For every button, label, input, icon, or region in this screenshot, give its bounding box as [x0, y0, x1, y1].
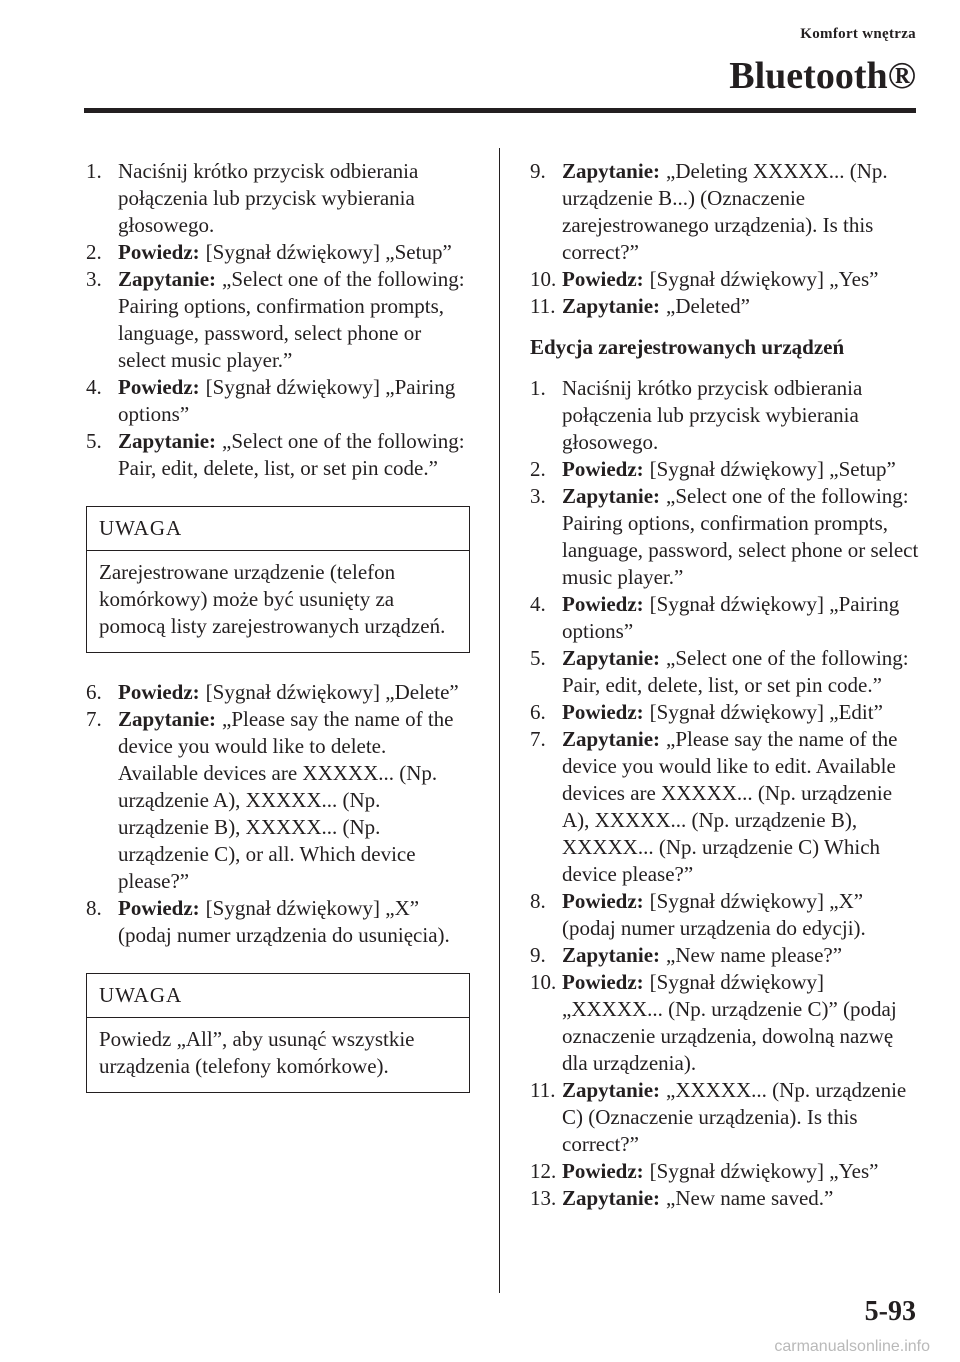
step-number: 3.: [530, 484, 546, 508]
step-list: [86, 158, 470, 482]
step-body: [118, 679, 470, 706]
step-item: [530, 1158, 920, 1185]
note-box: [86, 973, 470, 1093]
step-label: Powiedz:: [118, 375, 200, 399]
step-list: [530, 158, 920, 320]
step-number: 3.: [86, 267, 102, 291]
step-text: „XXXXX... (Np. urządzenie C) (Oznaczenie urządzenia). Is this correct?”: [562, 1078, 907, 1156]
step-text: Naciśnij krótko przycisk odbierania połączenia lub przycisk wybierania głosowego.: [118, 159, 419, 237]
step-text: [Sygnał dźwiękowy] „Pairing options”: [562, 592, 900, 643]
step-body: [562, 1185, 920, 1212]
step-item: [530, 942, 920, 969]
step-label: Powiedz:: [562, 267, 644, 291]
column-divider: [499, 148, 500, 1293]
step-text: „Select one of the following: Pairing options, confirmation prompts, language, password, select phone or select music player.”: [118, 267, 465, 372]
left-column: [86, 158, 470, 1119]
step-text: „Select one of the following: Pairing options, confirmation prompts, language, password, select phone or select music player.”: [562, 484, 919, 589]
step-text: „New name saved.”: [666, 1186, 834, 1210]
step-item: [530, 456, 920, 483]
step-text: [Sygnał dźwiękowy] „Setup”: [205, 240, 452, 264]
step-label: Zapytanie:: [562, 1186, 661, 1210]
step-text: „Deleted”: [666, 294, 750, 318]
step-body: [562, 726, 920, 888]
step-body: [118, 266, 470, 374]
step-number: 12.: [530, 1159, 557, 1183]
step-number: 4.: [530, 592, 546, 616]
step-label: Powiedz:: [562, 700, 644, 724]
step-number: 5.: [530, 646, 546, 670]
step-number: 9.: [530, 943, 546, 967]
step-body: [562, 942, 920, 969]
step-number: 10.: [530, 970, 557, 994]
step-item: [530, 969, 920, 1077]
step-number: 7.: [530, 727, 546, 751]
step-body: [118, 895, 470, 949]
step-body: [562, 483, 920, 591]
step-body: [562, 1158, 920, 1185]
step-text: [Sygnał dźwiękowy] „Pairing options”: [118, 375, 456, 426]
note-heading: UWAGA: [87, 507, 469, 551]
step-number: 5.: [86, 429, 102, 453]
step-label: Zapytanie:: [562, 727, 661, 751]
step-body: [562, 456, 920, 483]
step-item: [530, 645, 920, 699]
step-item: [86, 679, 470, 706]
step-list: [86, 679, 470, 949]
step-text: [Sygnał dźwiękowy] „Yes”: [649, 267, 879, 291]
step-text: [Sygnał dźwiękowy] „X” (podaj numer urządzenia do usunięcia).: [118, 896, 450, 947]
step-item: [530, 888, 920, 942]
step-text: [Sygnał dźwiękowy] „Setup”: [649, 457, 896, 481]
step-label: Zapytanie:: [562, 1078, 661, 1102]
step-label: Zapytanie:: [562, 646, 661, 670]
step-item: [530, 591, 920, 645]
step-body: [562, 888, 920, 942]
step-label: Powiedz:: [118, 896, 200, 920]
step-label: Zapytanie:: [118, 267, 217, 291]
step-item: [86, 895, 470, 949]
step-body: [118, 239, 470, 266]
step-number: 10.: [530, 267, 557, 291]
step-number: 2.: [86, 240, 102, 264]
page-number: 5-93: [864, 1296, 916, 1327]
step-text: „Please say the name of the device you would like to edit. Available devices are XXXXX... (Np. urządzenie A), XXXXX... (Np. urządzenie B), XXXXX... (Np. urządzenie C) Which device please?”: [562, 727, 898, 886]
step-label: Zapytanie:: [562, 159, 661, 183]
step-number: 4.: [86, 375, 102, 399]
note-box: [86, 506, 470, 653]
step-body: [118, 158, 470, 239]
step-text: Naciśnij krótko przycisk odbierania połączenia lub przycisk wybierania głosowego.: [562, 376, 863, 454]
watermark: carmanualsonline.info: [774, 1338, 930, 1355]
step-body: [562, 699, 920, 726]
step-text: [Sygnał dźwiękowy] „X” (podaj numer urządzenia do edycji).: [562, 889, 866, 940]
step-label: Zapytanie:: [562, 294, 661, 318]
step-body: [118, 706, 470, 895]
step-number: 6.: [86, 680, 102, 704]
note-text: Zarejestrowane urządzenie (telefon komórkowy) może być usunięty za pomocą listy zarejestrowanych urządzeń.: [99, 560, 446, 638]
step-number: 8.: [530, 889, 546, 913]
step-item: [86, 706, 470, 895]
step-label: Powiedz:: [562, 970, 644, 994]
step-label: Zapytanie:: [118, 707, 217, 731]
step-number: 11.: [530, 1078, 556, 1102]
step-number: 1.: [530, 376, 546, 400]
step-item: [530, 1185, 920, 1212]
step-body: [562, 1077, 920, 1158]
step-item: [530, 1077, 920, 1158]
step-text: „New name please?”: [666, 943, 843, 967]
step-label: Zapytanie:: [562, 484, 661, 508]
section-title: Komfort wnętrza: [800, 26, 916, 42]
step-number: 9.: [530, 159, 546, 183]
step-label: Zapytanie:: [562, 943, 661, 967]
step-body: [562, 293, 920, 320]
step-body: [562, 591, 920, 645]
step-number: 1.: [86, 159, 102, 183]
step-body: [562, 969, 920, 1077]
step-body: [118, 374, 470, 428]
step-text: [Sygnał dźwiękowy] „Delete”: [205, 680, 459, 704]
step-item: [530, 158, 920, 266]
step-body: [118, 428, 470, 482]
subheading: Edycja zarejestrowanych urządzeń: [530, 335, 845, 359]
step-body: [562, 375, 920, 456]
step-text: [Sygnał dźwiękowy] „Yes”: [649, 1159, 879, 1183]
step-label: Powiedz:: [562, 592, 644, 616]
step-number: 13.: [530, 1186, 557, 1210]
step-item: [530, 266, 920, 293]
step-item: [86, 374, 470, 428]
step-item: [86, 266, 470, 374]
step-text: „Select one of the following: Pair, edit, delete, list, or set pin code.”: [562, 646, 909, 697]
step-list: [530, 375, 920, 1212]
step-item: [86, 158, 470, 239]
step-label: Powiedz:: [562, 1159, 644, 1183]
step-number: 8.: [86, 896, 102, 920]
step-item: [86, 428, 470, 482]
step-number: 7.: [86, 707, 102, 731]
step-item: [530, 375, 920, 456]
right-column: [530, 158, 920, 1212]
step-text: [Sygnał dźwiękowy] „Edit”: [649, 700, 883, 724]
step-text: „Please say the name of the device you would like to delete. Available devices are XXXXX... (Np. urządzenie A), XXXXX... (Np. urządzenie B), XXXXX... (Np. urządzenie C), or all. Which device please?”: [118, 707, 454, 893]
step-item: [530, 293, 920, 320]
note-text: Powiedz „All”, aby usunąć wszystkie urządzenia (telefony komórkowe).: [99, 1027, 415, 1078]
step-body: [562, 645, 920, 699]
step-label: Powiedz:: [118, 240, 200, 264]
note-heading: UWAGA: [87, 974, 469, 1018]
step-number: 2.: [530, 457, 546, 481]
step-number: 6.: [530, 700, 546, 724]
step-text: „Deleting XXXXX... (Np. urządzenie B...) (Oznaczenie zarejestrowanego urządzenia). Is this correct?”: [562, 159, 888, 264]
step-label: Zapytanie:: [118, 429, 217, 453]
step-label: Powiedz:: [118, 680, 200, 704]
step-body: [562, 266, 920, 293]
page-title: Bluetooth®: [729, 55, 916, 97]
step-item: [86, 239, 470, 266]
step-item: [530, 483, 920, 591]
step-text: [Sygnał dźwiękowy] „XXXXX... (Np. urządzenie C)” (podaj oznaczenie urządzenia, dowolną nazwę dla urządzenia).: [562, 970, 897, 1075]
step-text: „Select one of the following: Pair, edit, delete, list, or set pin code.”: [118, 429, 465, 480]
step-label: Powiedz:: [562, 889, 644, 913]
step-item: [530, 699, 920, 726]
step-number: 11.: [530, 294, 556, 318]
step-item: [530, 726, 920, 888]
step-label: Powiedz:: [562, 457, 644, 481]
step-body: [562, 158, 920, 266]
header-rule: [84, 108, 916, 113]
